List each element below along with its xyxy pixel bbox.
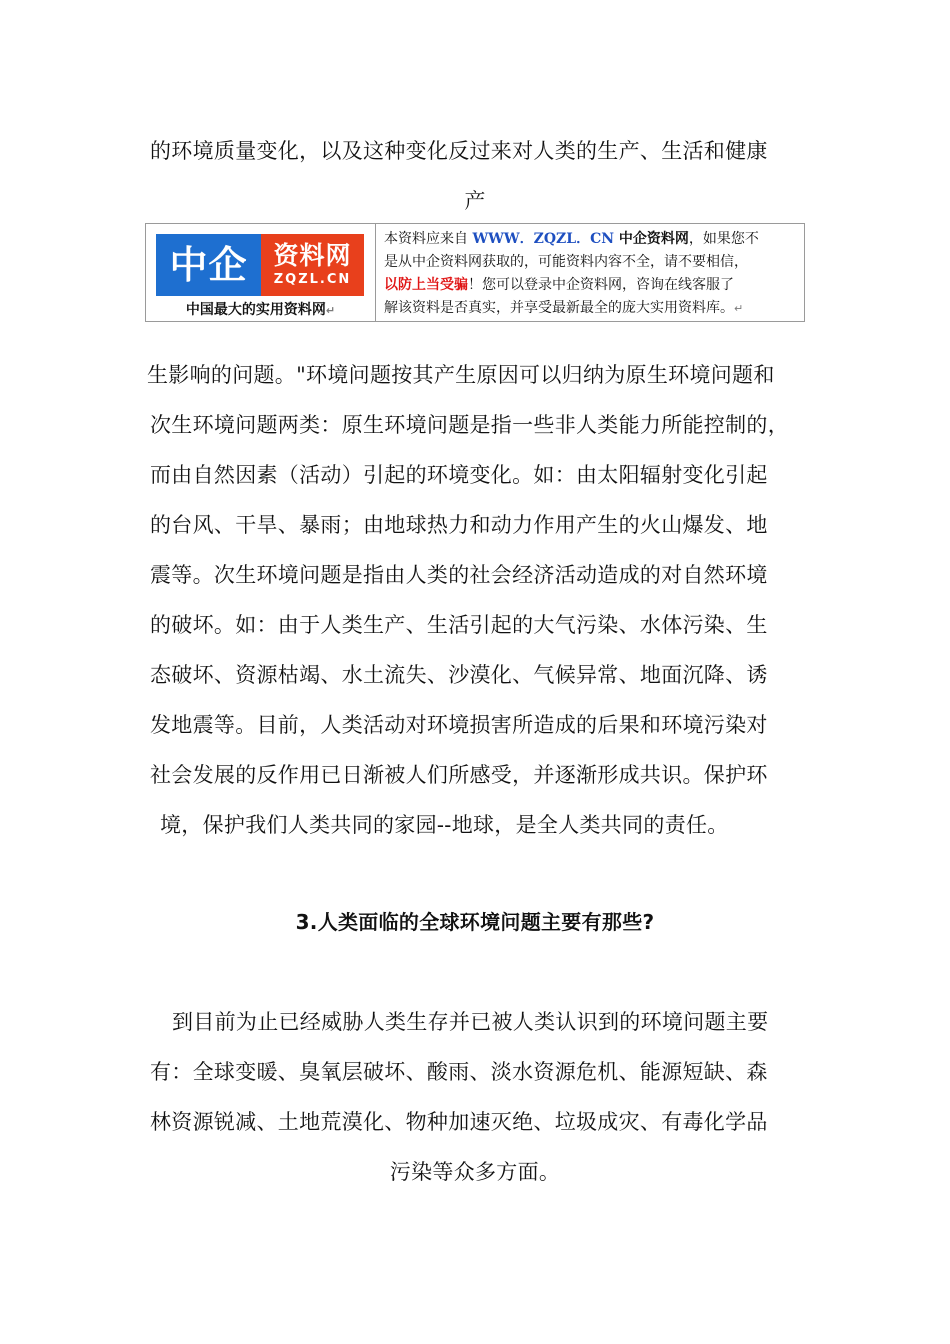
banner-notice-line: 是从中企资料网获取的，可能资料内容不全，请不要相信， [384,254,748,270]
return-mark-icon: ↵ [325,304,336,317]
logo-right-block [261,234,364,296]
text-line: 的环境质量变化，以及这种变化反过来对人类的生产、生活和健康 [150,139,768,163]
text-line: 发地震等。目前，人类活动对环境损害所造成的后果和环境污染对 [150,713,768,737]
notice-prefix: 本资料应来自 [384,231,473,247]
logo-caption-text: 中国最大的实用资料网 [185,302,326,318]
text-line: 到目前为止已经威胁人类生存并已被人类认识到的环境问题主要 [172,1010,769,1034]
zqzl-logo [156,234,364,296]
site-url-link[interactable]: WWW．ZQZL．CN [472,231,615,247]
notice-text: ！您可以登录中企资料网，咨询在线客服了 [468,277,734,293]
text-line: 生影响的问题。"环境问题按其产生原因可以归纳为原生环境问题和 [147,363,775,387]
text-line: 污染等众多方面。 [389,1160,561,1184]
text-line: 产 [464,189,486,213]
logo-right-text: 资料网 [273,241,352,270]
text-line: 林资源锐减、土地荒漠化、物种加速灭绝、垃圾成灾、有毒化学品 [150,1110,768,1134]
text-line: 次生环境问题两类：原生环境问题是指一些非人类能力所能控制的， [150,413,789,437]
text-line: 的破坏。如：由于人类生产、生活引起的大气污染、水体污染、生 [150,613,768,637]
text-line: 态破坏、资源枯竭、水土流失、沙漠化、气候异常、地面沉降、诱 [150,663,768,687]
section-heading: 3.人类面临的全球环境问题主要有那些? [295,910,655,934]
logo-domain-text: ZQZL.CN [273,272,352,287]
text-line: 社会发展的反作用已日渐被人们所感受，并逐渐形成共识。保护环 [150,763,768,787]
notice-suffix: ，如果您不 [688,231,759,247]
text-line: 境，保护我们人类共同的家园--地球，是全人类共同的责任。 [160,813,729,837]
banner-notice-line [384,228,798,251]
banner-logo[interactable] [146,224,376,321]
return-mark-icon: ↵ [734,302,744,315]
banner-notice-line [384,274,798,297]
text-line: 震等。次生环境问题是指由人类的社会经济活动造成的对自然环境 [150,563,768,587]
logo-caption [146,299,375,319]
logo-left-text: 中企 [156,234,261,296]
site-name: 中企资料网 [614,231,689,247]
text-line: 的台风、干旱、暴雨；由地球热力和动力作用产生的火山爆发、地 [150,513,768,537]
warning-text: 以防上当受骗 [384,277,468,293]
notice-text: 解该资料是否真实，并享受最新最全的庞大实用资料库。 [384,300,734,316]
banner-notice [376,224,804,321]
text-line: 有：全球变暖、臭氧层破坏、酸雨、淡水资源危机、能源短缺、森 [150,1060,768,1084]
ad-banner[interactable] [145,223,805,322]
text-line: 而由自然因素（活动）引起的环境变化。如：由太阳辐射变化引起 [150,463,768,487]
banner-notice-line [384,297,798,320]
